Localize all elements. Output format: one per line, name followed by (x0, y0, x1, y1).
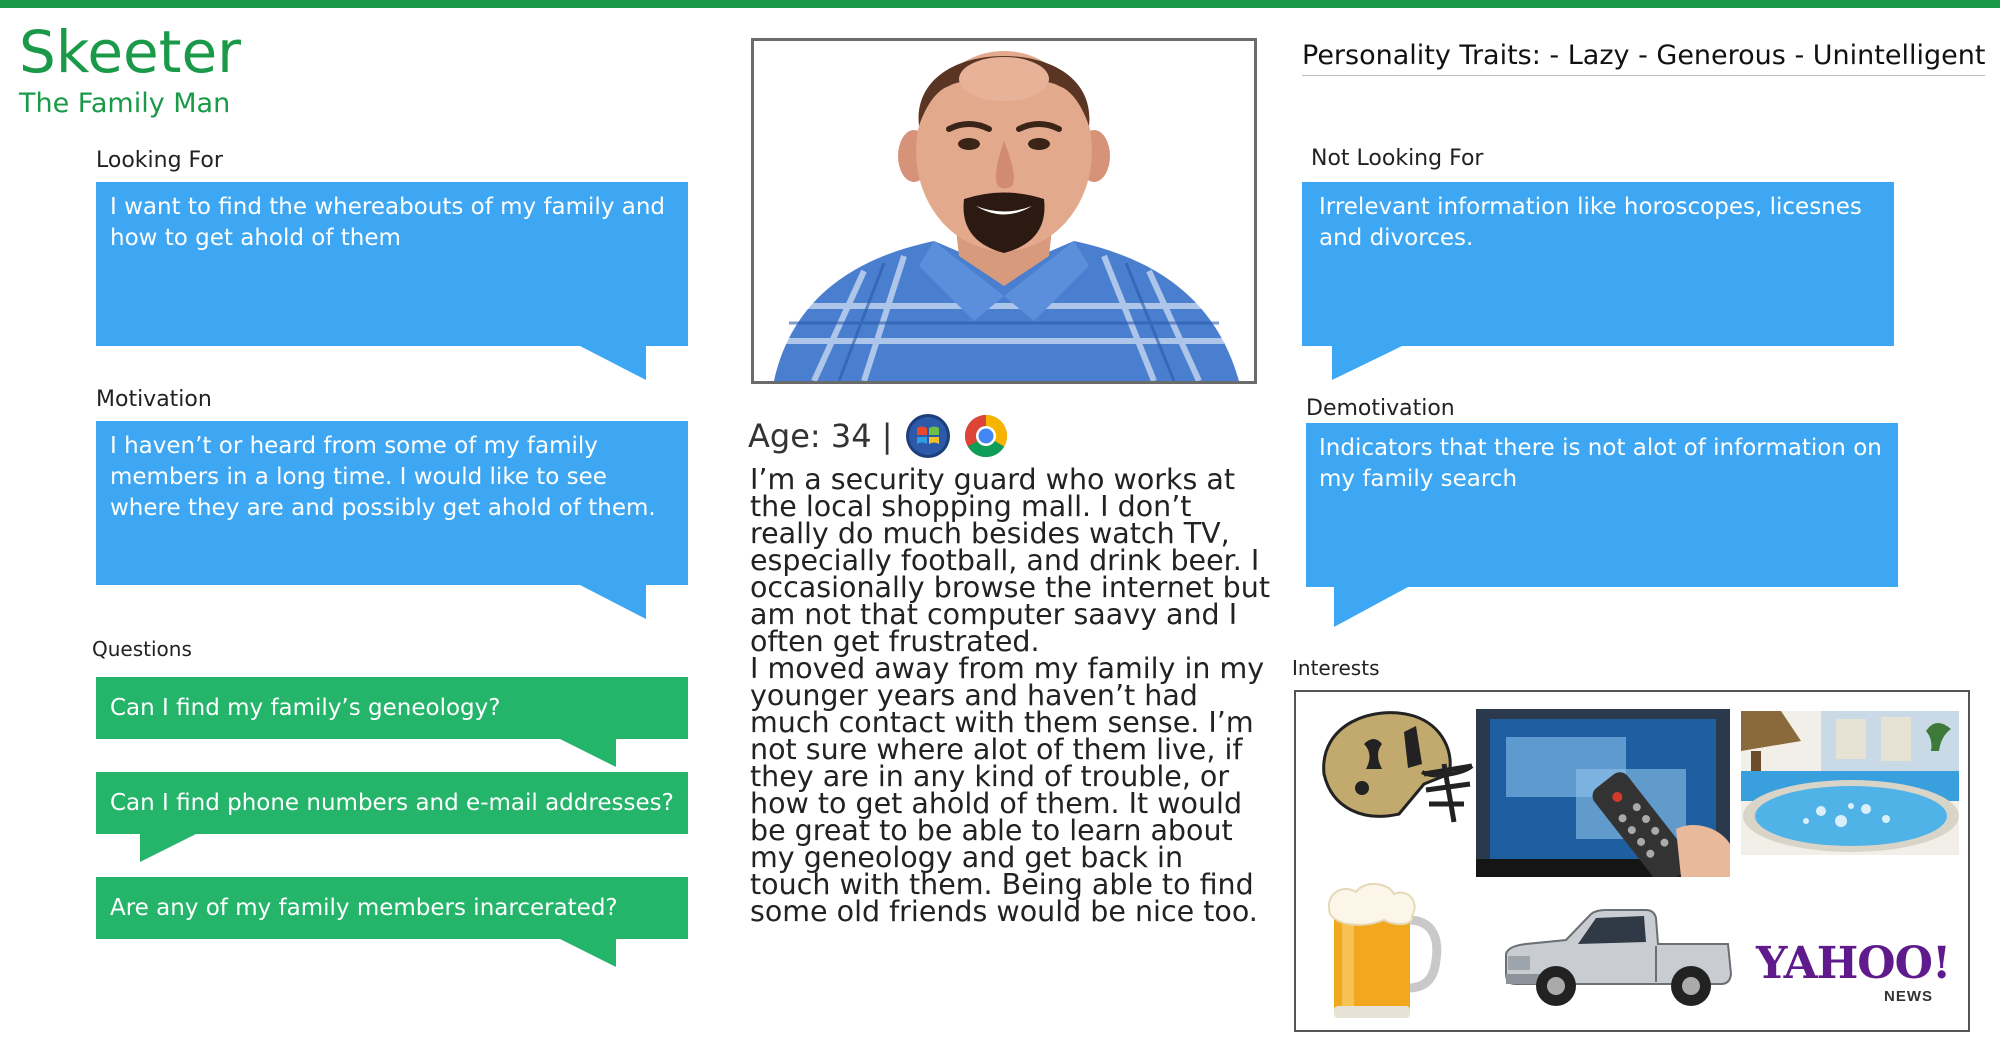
yahoo-news-text: NEWS (1884, 988, 1933, 1005)
persona-name: Skeeter (19, 18, 241, 86)
not-looking-for-bubble-tail (1332, 346, 1402, 380)
looking-for-bubble-tail (580, 346, 646, 380)
persona-photo (751, 38, 1257, 384)
motivation-text: I haven’t or heard from some of my family members in a long time. I would like to see where they are and possibly get ahold of them. (110, 433, 656, 521)
demotivation-bubble (1306, 423, 1898, 587)
pickup-truck-icon (1496, 904, 1736, 1014)
not-looking-for-text: Irrelevant information like horoscopes, licesnes and divorces. (1319, 194, 1862, 251)
motivation-label: Motivation (96, 387, 212, 412)
question-bubble-1-tail (560, 739, 616, 767)
question-text-3: Are any of my family members inarcerated? (110, 894, 618, 921)
question-bubble-2-tail (140, 834, 196, 862)
question-text-2: Can I find phone numbers and e-mail addresses? (110, 789, 674, 816)
yahoo-logo-text: YAHOO! (1756, 938, 1951, 989)
persona-portrait-illustration (754, 41, 1254, 381)
hot-tub-pool-icon (1741, 711, 1959, 855)
persona-subtitle: The Family Man (19, 88, 231, 119)
demotivation-text: Indicators that there is not alot of information on my family search (1319, 435, 1882, 492)
question-text-1: Can I find my family’s geneology? (110, 694, 501, 721)
not-looking-for-label: Not Looking For (1311, 146, 1484, 171)
interests-panel (1294, 690, 1970, 1032)
question-bubble-3-tail (560, 939, 616, 967)
looking-for-bubble (96, 182, 688, 346)
demotivation-bubble-tail (1334, 587, 1408, 627)
chrome-icon (963, 413, 1009, 459)
looking-for-text: I want to find the whereabouts of my family and how to get ahold of them (110, 194, 666, 251)
personality-traits: Personality Traits: - Lazy - Generous - Unintelligent (1302, 40, 1985, 76)
beer-mug-icon (1324, 880, 1444, 1022)
windows-icon (905, 413, 951, 459)
question-bubble-2 (96, 772, 688, 834)
question-bubble-3 (96, 877, 688, 939)
not-looking-for-bubble (1302, 182, 1894, 346)
demotivation-label: Demotivation (1306, 396, 1455, 421)
age-text: Age: 34 | (748, 417, 893, 455)
tv-remote-icon (1476, 709, 1730, 877)
interests-label: Interests (1292, 656, 1380, 680)
age-row (748, 412, 1009, 460)
football-helmet-icon (1304, 704, 1476, 836)
looking-for-label: Looking For (96, 148, 223, 173)
yahoo-news-logo (1746, 932, 1960, 1022)
motivation-bubble-tail (580, 585, 646, 619)
question-bubble-1 (96, 677, 688, 739)
top-accent-bar (0, 0, 2000, 8)
persona-bio: I’m a security guard who works at the local shopping mall. I don’t really do much besides watch TV, especially football, and drink beer. I occasionally browse the internet but am not that computer saavy and I often get frustrated. I moved away from my family in my younger years and haven’t had much contact with them sense. I’m not sure where alot of them live, if they are in any kind of trouble, or how to get ahold of them. It would be great to be able to learn about my geneology and get back in touch with them. Being able to find some old friends would be nice too. (750, 463, 1270, 928)
motivation-bubble (96, 421, 688, 585)
questions-label: Questions (92, 637, 192, 661)
